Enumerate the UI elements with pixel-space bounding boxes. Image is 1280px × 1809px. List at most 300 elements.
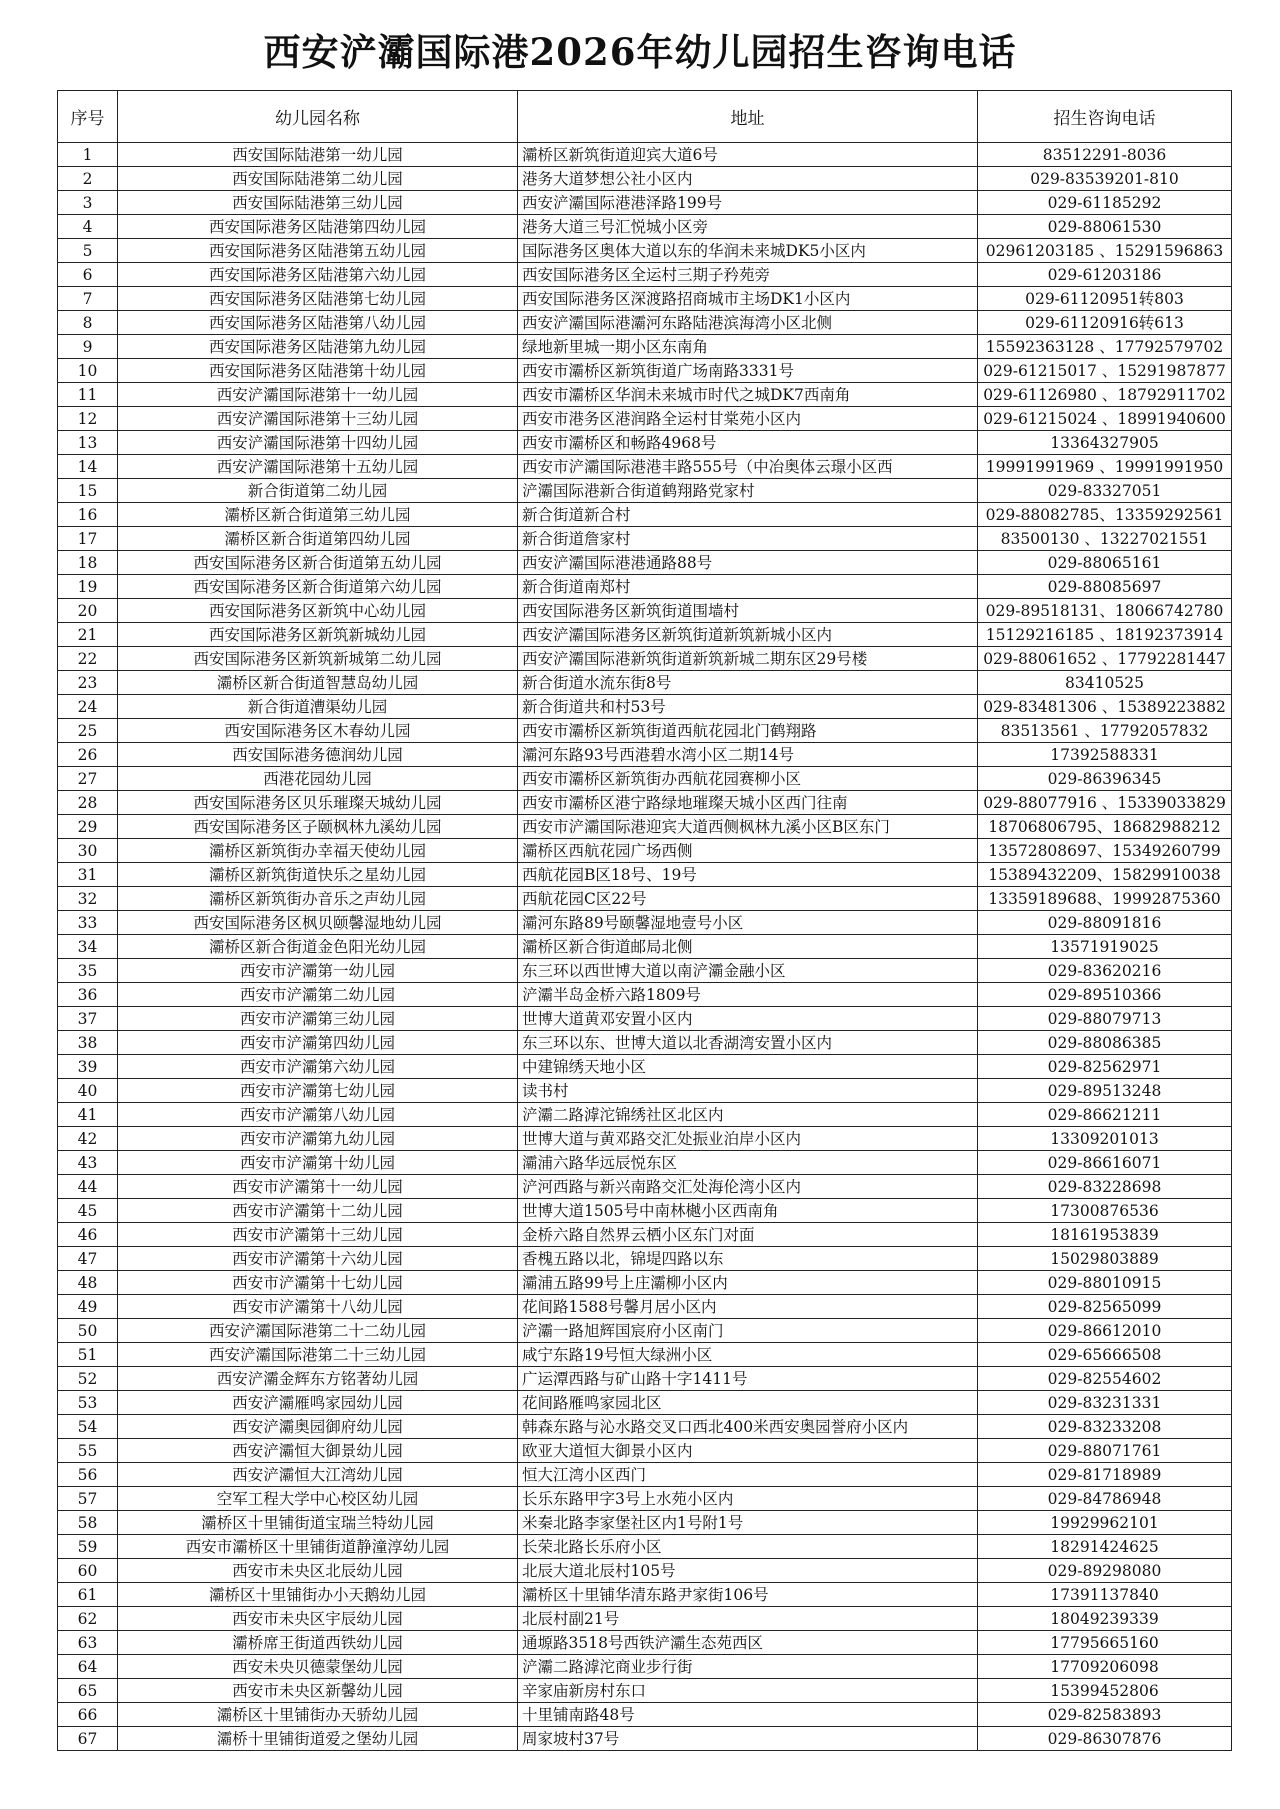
row-index: 30: [58, 839, 118, 863]
kindergarten-name: 西安市浐灞第十二幼儿园: [118, 1199, 518, 1223]
kindergarten-address: 新合街道詹家村: [518, 527, 978, 551]
row-index: 40: [58, 1079, 118, 1103]
row-index: 42: [58, 1127, 118, 1151]
admission-phone: 029-83233208: [978, 1415, 1232, 1439]
kindergarten-name: 西安国际陆港第三幼儿园: [118, 191, 518, 215]
kindergarten-address: 灞浦六路华远辰悦东区: [518, 1151, 978, 1175]
kindergarten-address: 浐河西路与新兴南路交汇处海伦湾小区内: [518, 1175, 978, 1199]
kindergarten-address: 通塬路3518号西铁浐灞生态苑西区: [518, 1631, 978, 1655]
kindergarten-address: 世博大道与黄邓路交汇处振业泊岸小区内: [518, 1127, 978, 1151]
kindergarten-name: 西安市浐灞第一幼儿园: [118, 959, 518, 983]
kindergarten-address: 新合街道新合村: [518, 503, 978, 527]
kindergarten-name: 西安市浐灞第十一幼儿园: [118, 1175, 518, 1199]
kindergarten-address: 西安市浐灞国际港港丰路555号（中冶奥体云璟小区西: [518, 455, 978, 479]
table-row: [58, 479, 1232, 503]
admission-phone: 83410525: [978, 671, 1232, 695]
table-row: [58, 1055, 1232, 1079]
admission-phone: 17392588331: [978, 743, 1232, 767]
table-row: [58, 503, 1232, 527]
table-row: [58, 1703, 1232, 1727]
table-row: [58, 719, 1232, 743]
kindergarten-name: 西安浐灞恒大御景幼儿园: [118, 1439, 518, 1463]
row-index: 24: [58, 695, 118, 719]
kindergarten-name: 西安市浐灞第十八幼儿园: [118, 1295, 518, 1319]
admission-phone: 029-84786948: [978, 1487, 1232, 1511]
kindergarten-name: 西安市浐灞第三幼儿园: [118, 1007, 518, 1031]
kindergarten-name: 西安国际港务德润幼儿园: [118, 743, 518, 767]
row-index: 41: [58, 1103, 118, 1127]
row-index: 9: [58, 335, 118, 359]
row-index: 3: [58, 191, 118, 215]
kindergarten-name: 西安国际港务区陆港第九幼儿园: [118, 335, 518, 359]
table-row: [58, 1223, 1232, 1247]
kindergarten-name: 西安国际港务区新合街道第五幼儿园: [118, 551, 518, 575]
kindergarten-name: 西安国际港务区新筑新城幼儿园: [118, 623, 518, 647]
row-index: 43: [58, 1151, 118, 1175]
row-index: 15: [58, 479, 118, 503]
row-index: 32: [58, 887, 118, 911]
kindergarten-address: 北辰大道北辰村105号: [518, 1559, 978, 1583]
admission-phone: 15129216185 、18192373914: [978, 623, 1232, 647]
row-index: 12: [58, 407, 118, 431]
admission-phone: 029-82554602: [978, 1367, 1232, 1391]
admission-phone: 029-86616071: [978, 1151, 1232, 1175]
row-index: 58: [58, 1511, 118, 1535]
admission-phone: 029-86612010: [978, 1319, 1232, 1343]
kindergarten-name: 西安浐灞雁鸣家园幼儿园: [118, 1391, 518, 1415]
kindergarten-name: 灞桥十里铺街道爱之堡幼儿园: [118, 1727, 518, 1751]
admission-phone: 029-61215024 、18991940600: [978, 407, 1232, 431]
row-index: 51: [58, 1343, 118, 1367]
admission-phone: 029-88082785、13359292561: [978, 503, 1232, 527]
table-row: [58, 383, 1232, 407]
table-row: [58, 1415, 1232, 1439]
table-row: [58, 1391, 1232, 1415]
table-row: [58, 959, 1232, 983]
table-row: [58, 1343, 1232, 1367]
kindergarten-address: 西安浐灞国际港务区新筑街道新筑新城小区内: [518, 623, 978, 647]
table-row: [58, 1439, 1232, 1463]
admission-phone: 13364327905: [978, 431, 1232, 455]
kindergarten-address: 新合街道共和村53号: [518, 695, 978, 719]
kindergarten-address: 西安浐灞国际港新筑街道新筑新城二期东区29号楼: [518, 647, 978, 671]
kindergarten-address: 花间路1588号馨月居小区内: [518, 1295, 978, 1319]
row-index: 16: [58, 503, 118, 527]
table-row: [58, 839, 1232, 863]
row-index: 50: [58, 1319, 118, 1343]
admission-phone: 029-83481306 、15389223882: [978, 695, 1232, 719]
kindergarten-address: 金桥六路自然界云栖小区东门对面: [518, 1223, 978, 1247]
table-row: [58, 1535, 1232, 1559]
row-index: 28: [58, 791, 118, 815]
kindergarten-address: 新合街道南郑村: [518, 575, 978, 599]
admission-phone: 15389432209、15829910038: [978, 863, 1232, 887]
table-row: [58, 431, 1232, 455]
row-index: 14: [58, 455, 118, 479]
table-row: [58, 623, 1232, 647]
admission-phone: 029-61120951转803: [978, 287, 1232, 311]
kindergarten-address: 欧亚大道恒大御景小区内: [518, 1439, 978, 1463]
kindergarten-name: 西安市浐灞第八幼儿园: [118, 1103, 518, 1127]
kindergarten-address: 港务大道三号汇悦城小区旁: [518, 215, 978, 239]
kindergarten-name: 西安市未央区新馨幼儿园: [118, 1679, 518, 1703]
admission-phone: 13359189688、19992875360: [978, 887, 1232, 911]
table-row: [58, 647, 1232, 671]
table-row: [58, 1487, 1232, 1511]
kindergarten-name: 西安浐灞国际港第二十二幼儿园: [118, 1319, 518, 1343]
kindergarten-name: 西安市浐灞第十七幼儿园: [118, 1271, 518, 1295]
kindergarten-address: 西安国际港务区新筑街道围墙村: [518, 599, 978, 623]
row-index: 13: [58, 431, 118, 455]
table-row: [58, 1655, 1232, 1679]
row-index: 38: [58, 1031, 118, 1055]
table-body: [58, 143, 1232, 1751]
header-address: 地址: [518, 91, 978, 143]
kindergarten-name: 西港花园幼儿园: [118, 767, 518, 791]
kindergarten-name: 西安国际港务区陆港第六幼儿园: [118, 263, 518, 287]
kindergarten-name: 灞桥区十里铺街办天骄幼儿园: [118, 1703, 518, 1727]
kindergarten-address: 灞河东路93号西港碧水湾小区二期14号: [518, 743, 978, 767]
table-row: [58, 1079, 1232, 1103]
kindergarten-address: 西安浐灞国际港港泽路199号: [518, 191, 978, 215]
kindergarten-name: 灞桥区新筑街道快乐之星幼儿园: [118, 863, 518, 887]
kindergarten-name: 西安市浐灞第七幼儿园: [118, 1079, 518, 1103]
row-index: 22: [58, 647, 118, 671]
row-index: 17: [58, 527, 118, 551]
kindergarten-name: 西安市浐灞第十六幼儿园: [118, 1247, 518, 1271]
kindergarten-name: 西安国际港务区陆港第十幼儿园: [118, 359, 518, 383]
table-row: [58, 359, 1232, 383]
header-phone: 招生咨询电话: [978, 91, 1232, 143]
kindergarten-address: 中建锦绣天地小区: [518, 1055, 978, 1079]
table-row: [58, 1103, 1232, 1127]
kindergarten-name: 灞桥区新合街道第四幼儿园: [118, 527, 518, 551]
kindergarten-name: 灞桥区十里铺街道宝瑞兰特幼儿园: [118, 1511, 518, 1535]
table-row: [58, 1607, 1232, 1631]
table-row: [58, 599, 1232, 623]
row-index: 4: [58, 215, 118, 239]
admission-phone: 029-86621211: [978, 1103, 1232, 1127]
kindergarten-address: 灞桥区西航花园广场西侧: [518, 839, 978, 863]
admission-phone: 029-89510366: [978, 983, 1232, 1007]
row-index: 2: [58, 167, 118, 191]
table-row: [58, 575, 1232, 599]
row-index: 65: [58, 1679, 118, 1703]
admission-phone: 17795665160: [978, 1631, 1232, 1655]
kindergarten-name: 西安国际港务区贝乐璀璨天城幼儿园: [118, 791, 518, 815]
kindergarten-name: 西安国际港务区新筑中心幼儿园: [118, 599, 518, 623]
kindergarten-address: 长乐东路甲字3号上水苑小区内: [518, 1487, 978, 1511]
kindergarten-address: 西安市灞桥区新筑街道广场南路3331号: [518, 359, 978, 383]
row-index: 67: [58, 1727, 118, 1751]
row-index: 19: [58, 575, 118, 599]
table-row: [58, 215, 1232, 239]
row-index: 59: [58, 1535, 118, 1559]
table-row: [58, 1247, 1232, 1271]
row-index: 33: [58, 911, 118, 935]
admission-phone: 83512291-8036: [978, 143, 1232, 167]
row-index: 49: [58, 1295, 118, 1319]
document-title: 西安浐灞国际港2026年幼儿园招生咨询电话: [263, 30, 1017, 74]
row-index: 60: [58, 1559, 118, 1583]
kindergarten-address: 长荣北路长乐府小区: [518, 1535, 978, 1559]
row-index: 48: [58, 1271, 118, 1295]
admission-phone: 029-61203186: [978, 263, 1232, 287]
admission-phone: 19991991969 、19991991950: [978, 455, 1232, 479]
table-row: [58, 1319, 1232, 1343]
row-index: 25: [58, 719, 118, 743]
kindergarten-address: 浐灞二路滹沱锦绣社区北区内: [518, 1103, 978, 1127]
table-row: [58, 455, 1232, 479]
admission-phone: 029-88077916 、15339033829: [978, 791, 1232, 815]
row-index: 62: [58, 1607, 118, 1631]
admission-phone: 029-81718989: [978, 1463, 1232, 1487]
admission-phone: 029-83539201-810: [978, 167, 1232, 191]
row-index: 5: [58, 239, 118, 263]
admission-phone: 029-88086385: [978, 1031, 1232, 1055]
admission-phone: 029-88010915: [978, 1271, 1232, 1295]
kindergarten-address: 西安市灞桥区华润未来城市时代之城DK7西南角: [518, 383, 978, 407]
admission-phone: 17391137840: [978, 1583, 1232, 1607]
kindergarten-address: 新合街道水流东街8号: [518, 671, 978, 695]
table-row: [58, 1727, 1232, 1751]
row-index: 39: [58, 1055, 118, 1079]
kindergarten-address: 韩森东路与沁水路交叉口西北400米西安奥园誉府小区内: [518, 1415, 978, 1439]
table-row: [58, 911, 1232, 935]
kindergarten-name: 西安国际港务区陆港第七幼儿园: [118, 287, 518, 311]
kindergarten-name: 新合街道第二幼儿园: [118, 479, 518, 503]
kindergarten-address: 浐灞二路滹沱商业步行街: [518, 1655, 978, 1679]
kindergarten-name: 灞桥区十里铺街办小天鹅幼儿园: [118, 1583, 518, 1607]
kindergarten-name: 西安市未央区北辰幼儿园: [118, 1559, 518, 1583]
row-index: 57: [58, 1487, 118, 1511]
row-index: 52: [58, 1367, 118, 1391]
kindergarten-name: 西安市浐灞第九幼儿园: [118, 1127, 518, 1151]
row-index: 66: [58, 1703, 118, 1727]
kindergarten-name: 灞桥席王街道西铁幼儿园: [118, 1631, 518, 1655]
admission-phone: 18161953839: [978, 1223, 1232, 1247]
kindergarten-address: 恒大江湾小区西门: [518, 1463, 978, 1487]
admission-phone: 029-86396345: [978, 767, 1232, 791]
row-index: 47: [58, 1247, 118, 1271]
kindergarten-name: 西安国际陆港第二幼儿园: [118, 167, 518, 191]
kindergarten-address: 北辰村副21号: [518, 1607, 978, 1631]
row-index: 23: [58, 671, 118, 695]
kindergarten-address: 西安浐灞国际港港通路88号: [518, 551, 978, 575]
kindergarten-name: 西安国际港务区新筑新城第二幼儿园: [118, 647, 518, 671]
table-row: [58, 1679, 1232, 1703]
kindergarten-address: 灞桥区新合街道邮局北侧: [518, 935, 978, 959]
kindergarten-address: 周家坡村37号: [518, 1727, 978, 1751]
admission-phone: 13309201013: [978, 1127, 1232, 1151]
kindergarten-name: 西安市未央区宇辰幼儿园: [118, 1607, 518, 1631]
table-row: [58, 1007, 1232, 1031]
row-index: 64: [58, 1655, 118, 1679]
admission-phone: 029-61185292: [978, 191, 1232, 215]
admission-phone: 029-88085697: [978, 575, 1232, 599]
table-row: [58, 791, 1232, 815]
table-row: [58, 1127, 1232, 1151]
table-row: [58, 671, 1232, 695]
kindergarten-name: 西安国际港务区子颐枫林九溪幼儿园: [118, 815, 518, 839]
kindergarten-address: 浐灞国际港新合街道鹤翔路党家村: [518, 479, 978, 503]
table-row: [58, 551, 1232, 575]
row-index: 36: [58, 983, 118, 1007]
table-row: [58, 1151, 1232, 1175]
admission-phone: 83513561 、17792057832: [978, 719, 1232, 743]
table-row: [58, 191, 1232, 215]
table-row: [58, 335, 1232, 359]
table-row: [58, 167, 1232, 191]
table-row: [58, 887, 1232, 911]
header-index: 序号: [58, 91, 118, 143]
kindergarten-name: 灞桥区新合街道智慧岛幼儿园: [118, 671, 518, 695]
admission-phone: 029-61215017 、15291987877: [978, 359, 1232, 383]
row-index: 29: [58, 815, 118, 839]
kindergarten-address: 东三环以东、世博大道以北香湖湾安置小区内: [518, 1031, 978, 1055]
admission-phone: 13571919025: [978, 935, 1232, 959]
table-row: [58, 695, 1232, 719]
admission-phone: 83500130 、13227021551: [978, 527, 1232, 551]
kindergarten-address: 咸宁东路19号恒大绿洲小区: [518, 1343, 978, 1367]
kindergarten-name: 西安浐灞国际港第十五幼儿园: [118, 455, 518, 479]
admission-phone: 18706806795、18682988212: [978, 815, 1232, 839]
kindergarten-address: 灞河东路89号颐馨湿地壹号小区: [518, 911, 978, 935]
admission-phone: 13572808697、15349260799: [978, 839, 1232, 863]
table-row: [58, 311, 1232, 335]
table-row: [58, 1367, 1232, 1391]
admission-phone: 029-83620216: [978, 959, 1232, 983]
admission-phone: 029-88071761: [978, 1439, 1232, 1463]
kindergarten-name: 西安国际陆港第一幼儿园: [118, 143, 518, 167]
kindergarten-name: 新合街道漕渠幼儿园: [118, 695, 518, 719]
admission-phone: 029-89298080: [978, 1559, 1232, 1583]
table-row: [58, 239, 1232, 263]
kindergarten-address: 东三环以西世博大道以南浐灞金融小区: [518, 959, 978, 983]
kindergarten-address: 西安浐灞国际港灞河东路陆港滨海湾小区北侧: [518, 311, 978, 335]
table-row: [58, 1511, 1232, 1535]
kindergarten-address: 西安市灞桥区港宁路绿地璀璨天城小区西门往南: [518, 791, 978, 815]
kindergarten-address: 香槐五路以北，锦堤四路以东: [518, 1247, 978, 1271]
row-index: 31: [58, 863, 118, 887]
admission-phone: 15592363128 、17792579702: [978, 335, 1232, 359]
kindergarten-address: 浐灞一路旭辉国宸府小区南门: [518, 1319, 978, 1343]
admission-phone: 15029803889: [978, 1247, 1232, 1271]
row-index: 55: [58, 1439, 118, 1463]
row-index: 1: [58, 143, 118, 167]
admission-phone: 029-82583893: [978, 1703, 1232, 1727]
kindergarten-address: 西安国际港务区全运村三期子矜苑旁: [518, 263, 978, 287]
kindergarten-address: 世博大道黄邓安置小区内: [518, 1007, 978, 1031]
kindergarten-name: 西安浐灞恒大江湾幼儿园: [118, 1463, 518, 1487]
table-row: [58, 1271, 1232, 1295]
table-row: [58, 263, 1232, 287]
kindergarten-name: 西安浐灞国际港第十四幼儿园: [118, 431, 518, 455]
kindergarten-address: 灞桥区十里铺华清东路尹家街106号: [518, 1583, 978, 1607]
admission-phone: 029-88079713: [978, 1007, 1232, 1031]
admission-phone: 029-83327051: [978, 479, 1232, 503]
admission-phone: 029-88091816: [978, 911, 1232, 935]
admission-phone: 029-89513248: [978, 1079, 1232, 1103]
kindergarten-name: 西安浐灞国际港第二十三幼儿园: [118, 1343, 518, 1367]
table-row: [58, 1175, 1232, 1199]
admission-phone: 15399452806: [978, 1679, 1232, 1703]
kindergarten-name: 西安国际港务区陆港第八幼儿园: [118, 311, 518, 335]
admission-phone: 029-88065161: [978, 551, 1232, 575]
kindergarten-name: 西安市灞桥区十里铺街道静潼淳幼儿园: [118, 1535, 518, 1559]
row-index: 18: [58, 551, 118, 575]
kindergarten-name: 西安国际港务区木春幼儿园: [118, 719, 518, 743]
kindergarten-address: 浐灞半岛金桥六路1809号: [518, 983, 978, 1007]
row-index: 27: [58, 767, 118, 791]
admission-phone: 19929962101: [978, 1511, 1232, 1535]
kindergarten-name: 灞桥区新合街道金色阳光幼儿园: [118, 935, 518, 959]
table-row: [58, 1559, 1232, 1583]
admission-phone: 029-83228698: [978, 1175, 1232, 1199]
admission-phone: 029-88061530: [978, 215, 1232, 239]
kindergarten-address: 西安市灞桥区新筑街道西航花园北门鹤翔路: [518, 719, 978, 743]
row-index: 6: [58, 263, 118, 287]
table-header-row: [58, 91, 1232, 143]
kindergarten-name: 西安浐灞国际港第十三幼儿园: [118, 407, 518, 431]
table-row: [58, 527, 1232, 551]
row-index: 35: [58, 959, 118, 983]
kindergarten-name: 西安市浐灞第十三幼儿园: [118, 1223, 518, 1247]
kindergarten-name: 空军工程大学中心校区幼儿园: [118, 1487, 518, 1511]
table-row: [58, 1463, 1232, 1487]
table-row: [58, 1295, 1232, 1319]
kindergarten-address: 西安市灞桥区新筑街办西航花园赛柳小区: [518, 767, 978, 791]
kindergarten-name: 西安未央贝德蒙堡幼儿园: [118, 1655, 518, 1679]
kindergarten-name: 西安国际港务区新合街道第六幼儿园: [118, 575, 518, 599]
row-index: 8: [58, 311, 118, 335]
table-row: [58, 935, 1232, 959]
admission-phone: 18049239339: [978, 1607, 1232, 1631]
kindergarten-address: 米秦北路李家堡社区内1号附1号: [518, 1511, 978, 1535]
kindergarten-address: 世博大道1505号中南林樾小区西南角: [518, 1199, 978, 1223]
admission-phone: 029-82562971: [978, 1055, 1232, 1079]
row-index: 46: [58, 1223, 118, 1247]
row-index: 44: [58, 1175, 118, 1199]
row-index: 26: [58, 743, 118, 767]
row-index: 21: [58, 623, 118, 647]
table-row: [58, 143, 1232, 167]
kindergarten-name: 西安市浐灞第四幼儿园: [118, 1031, 518, 1055]
table-row: [58, 983, 1232, 1007]
row-index: 11: [58, 383, 118, 407]
kindergarten-address: 国际港务区奥体大道以东的华润未来城DK5小区内: [518, 239, 978, 263]
kindergarten-address: 灞桥区新筑街道迎宾大道6号: [518, 143, 978, 167]
row-index: 54: [58, 1415, 118, 1439]
kindergarten-address: 西安市港务区港润路全运村甘棠苑小区内: [518, 407, 978, 431]
admission-phone: 029-61120916转613: [978, 311, 1232, 335]
kindergarten-name: 西安浐灞奥园御府幼儿园: [118, 1415, 518, 1439]
table-row: [58, 815, 1232, 839]
row-index: 34: [58, 935, 118, 959]
row-index: 56: [58, 1463, 118, 1487]
kindergarten-address: 港务大道梦想公社小区内: [518, 167, 978, 191]
kindergarten-table: [57, 90, 1232, 1751]
row-index: 45: [58, 1199, 118, 1223]
admission-phone: 17709206098: [978, 1655, 1232, 1679]
admission-phone: 17300876536: [978, 1199, 1232, 1223]
kindergarten-address: 花间路雁鸣家园北区: [518, 1391, 978, 1415]
kindergarten-name: 灞桥区新筑街办音乐之声幼儿园: [118, 887, 518, 911]
row-index: 53: [58, 1391, 118, 1415]
kindergarten-name: 西安市浐灞第六幼儿园: [118, 1055, 518, 1079]
table-row: [58, 767, 1232, 791]
kindergarten-address: 广运潭西路与矿山路十字1411号: [518, 1367, 978, 1391]
